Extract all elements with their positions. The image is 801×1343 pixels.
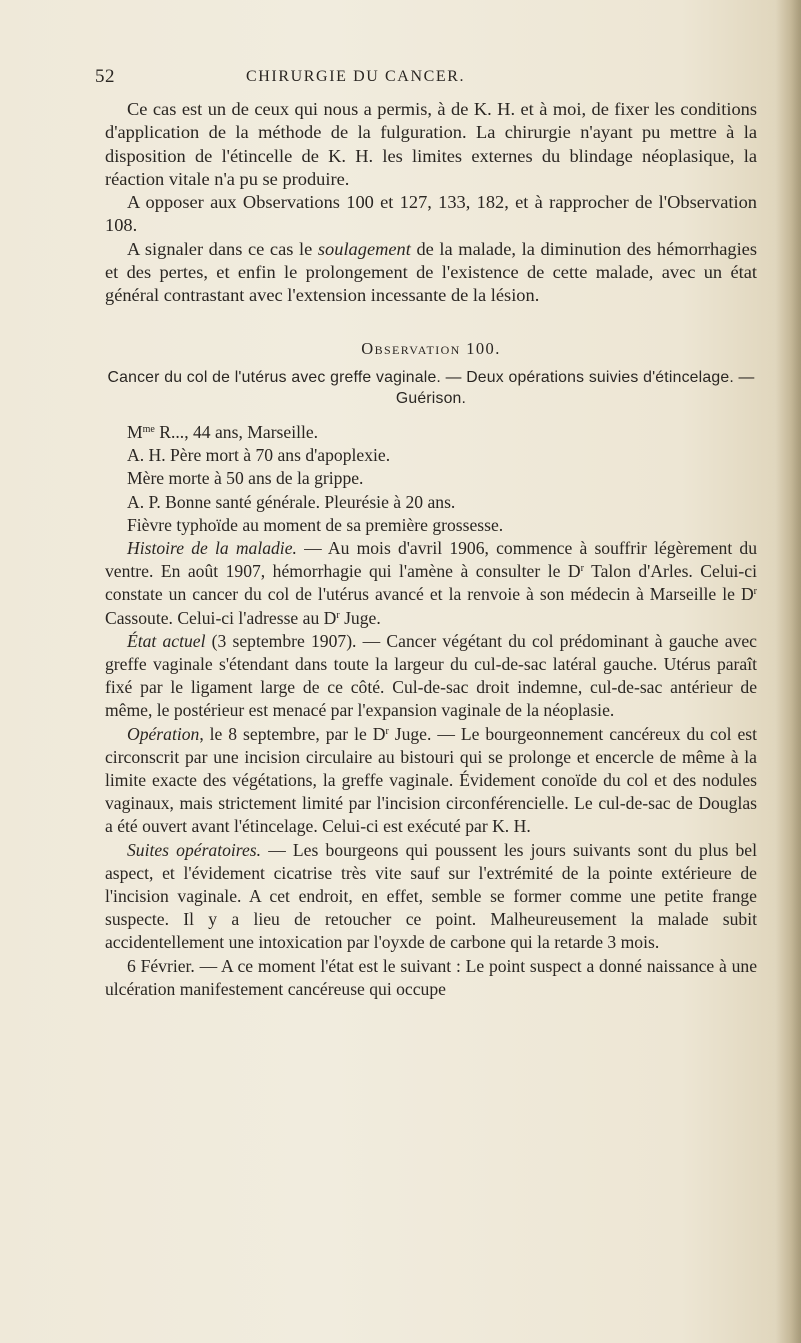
case-report	[105, 421, 757, 1001]
operation-label: Opération	[127, 723, 200, 744]
antecedents-personnels: A. P. Bonne santé générale. Pleurésie à 20 ans.	[127, 491, 456, 512]
running-title: CHIRURGIE DU CANCER.	[246, 68, 466, 85]
page-number: 52	[95, 66, 115, 87]
suites-paragraph: Suites opératoires. — Les bourgeons qui poussent les jours suivants sont du plus bel aspect, et l'évidement cicatrise très vite sauf sur l'extrémité de la pointe extérieure de l'incision vaginale. A cet endroit, en effet, semble se former comme une petite frange suspecte. Il y a lieu de retoucher ce point. Malheureusement la malade subit accidentellement une intoxication par l'oyxde de carbone qui la retarde 3 mois.	[105, 839, 757, 953]
antecedents-hereditaires: A. H. Père mort à 70 ans d'apoplexie.	[127, 445, 391, 466]
etat-label: État actuel	[127, 630, 206, 651]
patient-line: $M^{me}$ R..., 44 ans, Marseille.	[127, 421, 319, 442]
histoire-label: Histoire de la maladie.	[127, 537, 297, 558]
intro-paragraph-2: A opposer aux Observations 100 et 127, 133, 182, et à rapprocher de l'Observation 108.	[105, 192, 757, 236]
intro-paragraph-1: Ce cas est un de ceux qui nous a permis, à de K. H. et à moi, de fixer les conditions d'application de la méthode de la fulguration. La chirurgie n'ayant pu mettre à la disposition de l'étincelle de K. H. les limites externes du blindage néoplasique, la réaction vitale n'a pu se produire.	[105, 99, 757, 189]
operation-paragraph: Opération, le 8 septembre, par le $D^r$ Juge. — Le bourgeonnement cancéreux du col est circonscrit par une incision circulaire au bistouri qui se prolonge et encercle de même à la limite exacte des végétations, la greffe vaginale. Évidement conoïde du col et des nodules vaginaux, mais strictement limité par l'incision circonférencielle. Le cul-de-sac de Douglas a été ouvert avant l'étincelage. Celui-ci est exécuté par K. H.	[105, 723, 757, 837]
page-edge-shadow	[775, 0, 801, 1343]
observation-title: Observation 100.	[361, 338, 501, 358]
etat-actuel-paragraph: État actuel (3 septembre 1907). — Cancer végétant du col prédominant à gauche avec greffe vaginale s'étendant dans toute la largeur du cul-de-sac latéral gauche. Utérus paraît fixé par le ligament large de ce côté. Cul-de-sac droit indemne, cul-de-sac antérieur de même, le postérieur est menacé par l'expansion vaginale de la néoplasie.	[105, 630, 757, 721]
intro-paragraph-3: A signaler dans ce cas le soulagement de la malade, la diminution des hémorrhagies et des pertes, et enfin le prolongement de l'existence de cette malade, avec un état général contrastant avec l'extension incessante de la lésion.	[105, 238, 757, 306]
histoire-paragraph: Histoire de la maladie. — Au mois d'avril 1906, commence à souffrir légèrement du ventre. En août 1907, hémorrhagie qui l'amène à consulter le $D^r$ Talon d'Arles. Celui-ci constate un cancer du col de l'utérus avancé et la renvoie à son médecin à Marseille le $D^r$ Cassoute. Celui-ci l'adresse au $D^r$ Juge.	[105, 537, 757, 628]
mother-line: Mère morte à 50 ans de la grippe.	[127, 468, 364, 489]
suites-label: Suites opératoires.	[127, 839, 262, 860]
emphasis-soulagement: soulagement	[317, 238, 411, 259]
page-header	[0, 66, 801, 90]
typhoid-line: Fièvre typhoïde au moment de sa première grossesse.	[127, 514, 504, 535]
page-body	[105, 98, 757, 1001]
fevrier-paragraph: 6 Février. — A ce moment l'état est le suivant : Le point suspect a donné naissance à une ulcération manifestement cancéreuse qui occupe	[105, 955, 757, 999]
observation-subtitle: Cancer du col de l'utérus avec greffe vaginale. — Deux opérations suivies d'étincelage. — Guérison.	[107, 368, 755, 407]
